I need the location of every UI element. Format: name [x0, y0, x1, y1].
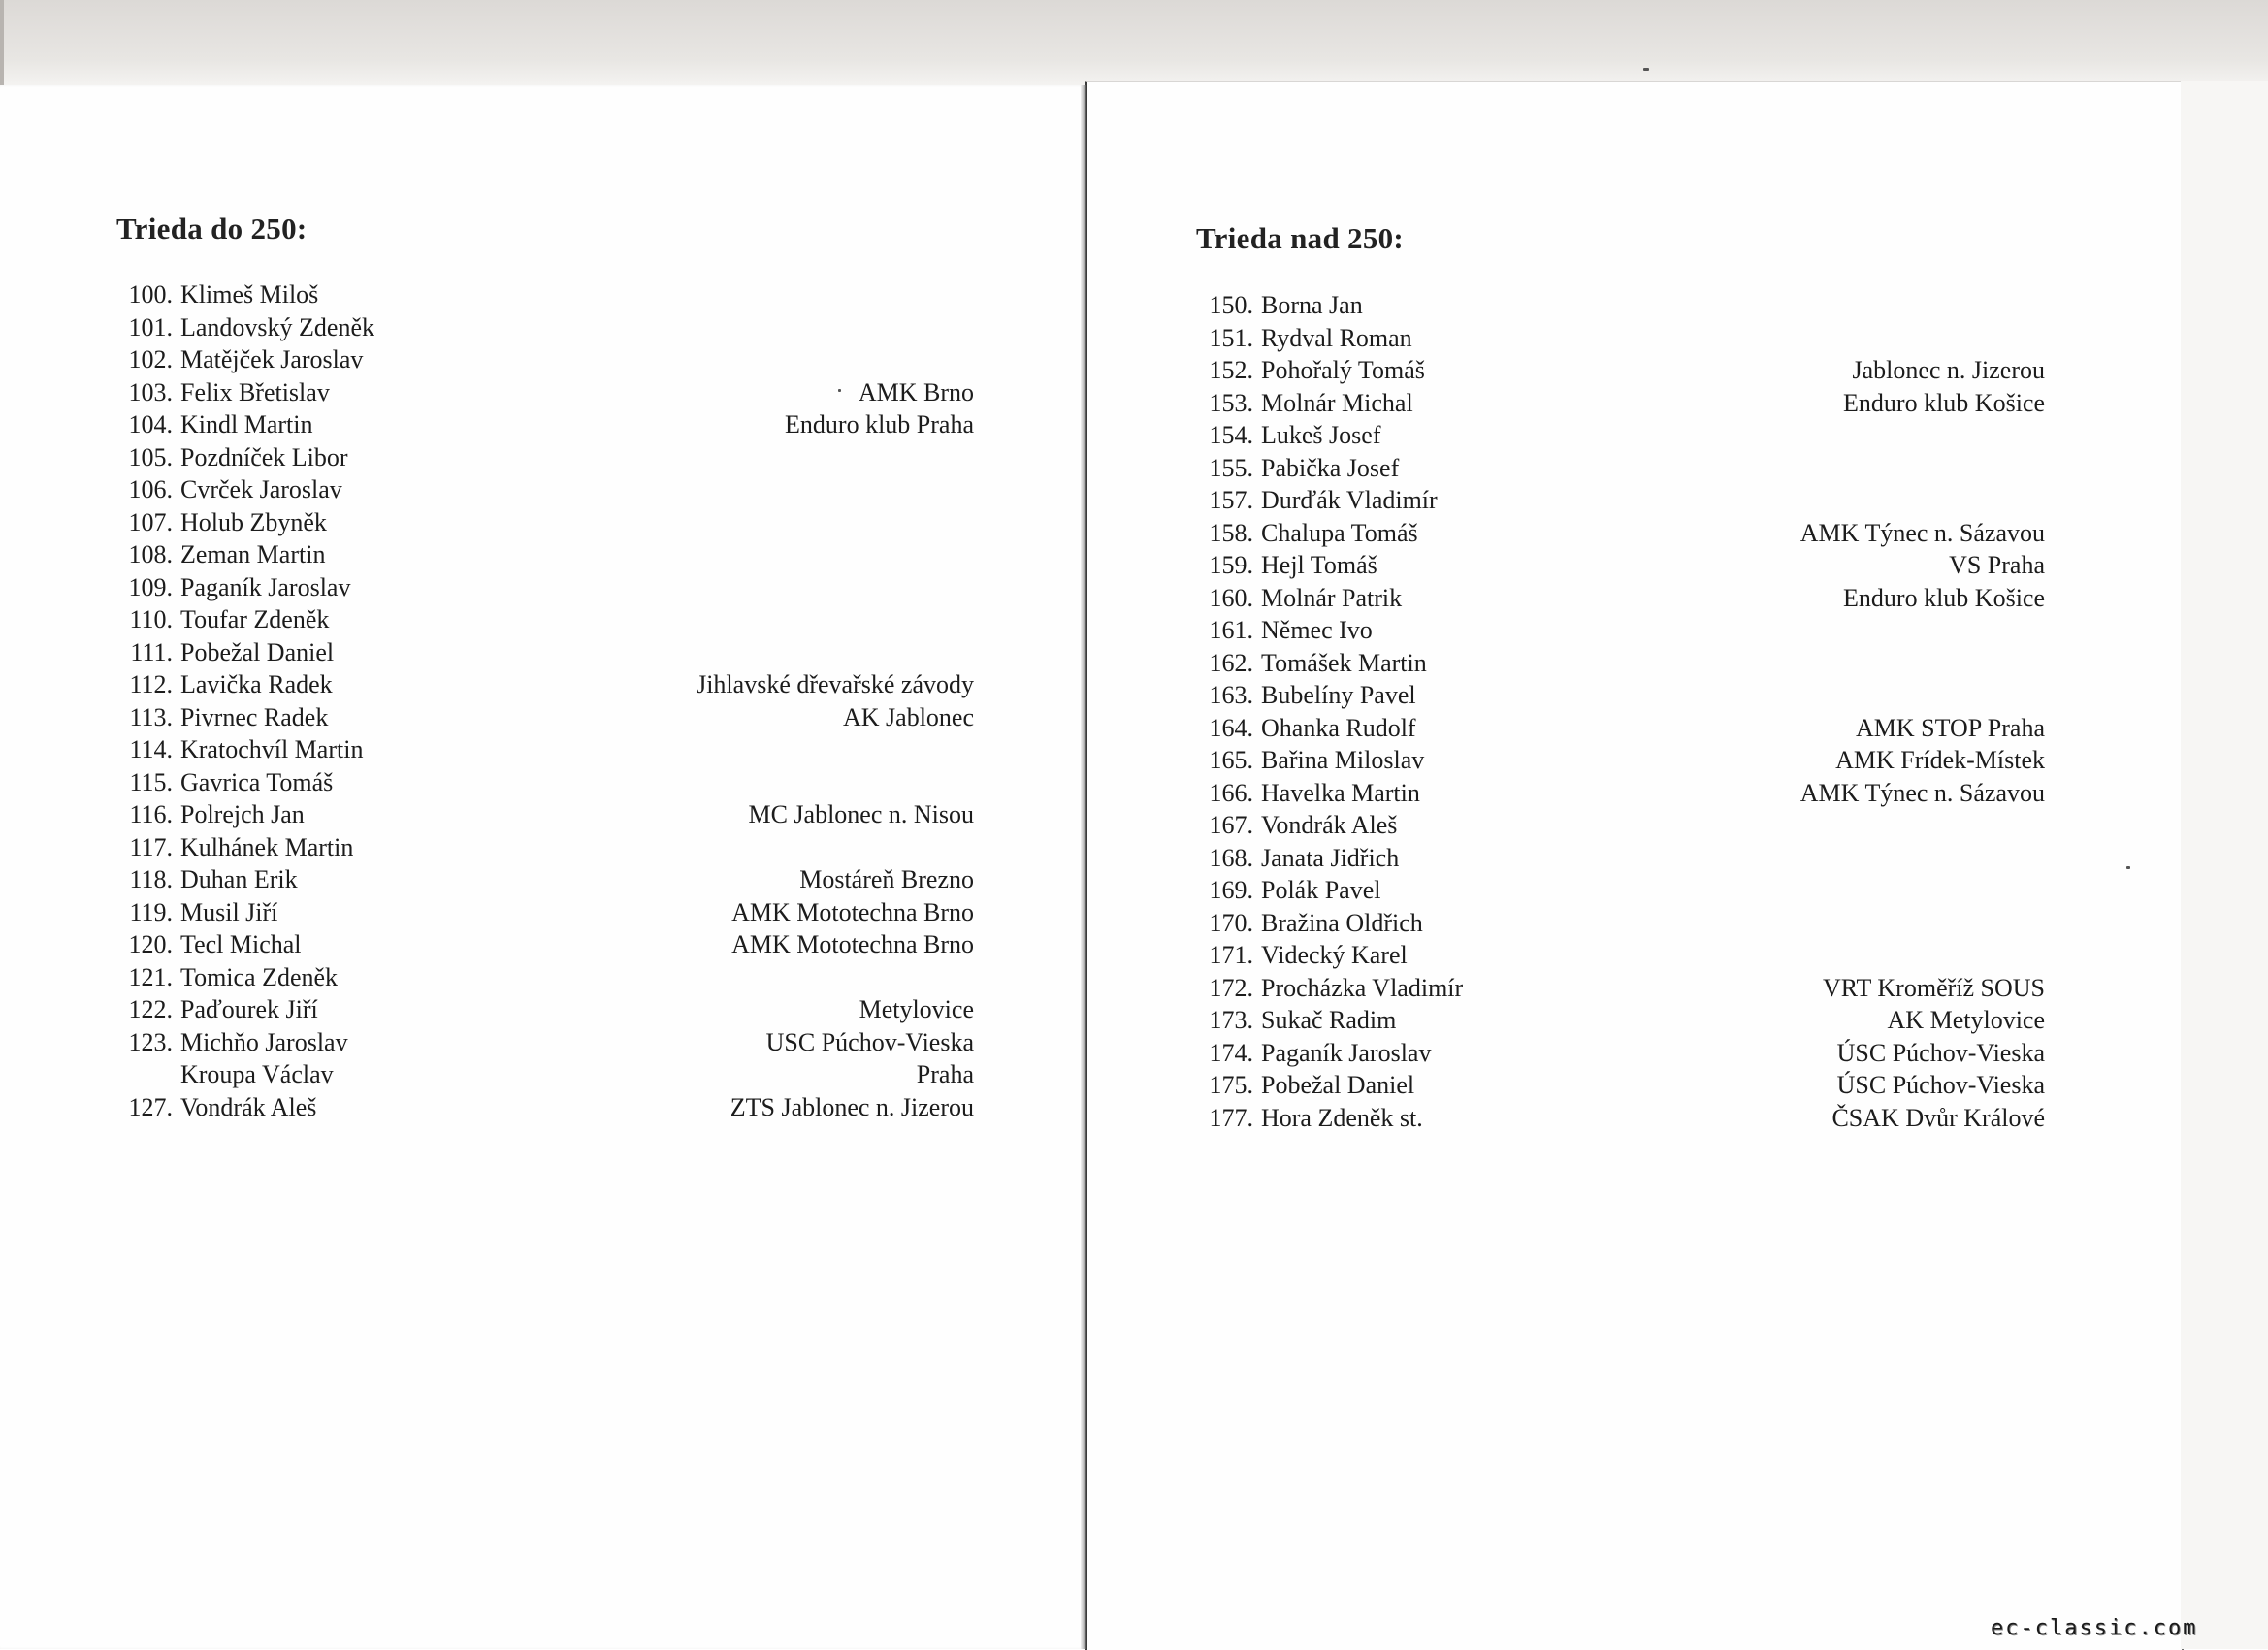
rider-name: Borna Jan	[1261, 291, 1363, 319]
rider-name: Musil Jiří	[180, 897, 278, 926]
entry-number: 107.	[128, 507, 173, 536]
rider-name: Procházka Vladimír	[1261, 973, 1464, 1002]
rider-name: Zeman Martin	[180, 540, 326, 568]
rider-name: Pozdníček Libor	[180, 442, 348, 471]
rider-name: Molnár Patrik	[1261, 583, 1403, 612]
entry-number: 163.	[1209, 681, 1253, 709]
rider-name: Pabička Josef	[1261, 453, 1400, 482]
rider-name: Kindl Martin	[180, 410, 313, 438]
entry-row	[1197, 939, 2045, 972]
entry-row	[1197, 452, 2045, 485]
club-name: Jablonec n. Jizerou	[1852, 356, 2045, 384]
entry-row	[1197, 419, 2045, 452]
entry-number: 175.	[1209, 1071, 1253, 1099]
entry-row	[1197, 842, 2045, 875]
entry-row	[116, 993, 974, 1026]
entry-number: 172.	[1209, 973, 1253, 1002]
entry-number: 111.	[130, 637, 173, 666]
entry-row	[1197, 972, 2045, 1005]
club-name: AMK Mototechna Brno	[731, 897, 974, 926]
page-fold	[1081, 85, 1086, 1649]
rider-name: Polrejch Jan	[180, 800, 305, 828]
club-name: MC Jablonec n. Nisou	[748, 800, 974, 828]
rider-name: Paďourek Jiří	[180, 995, 318, 1023]
entry-row	[1197, 517, 2045, 550]
right-entry-list	[1197, 289, 2045, 1134]
left-page-heading: Trieda do 250:	[116, 211, 308, 245]
club-name: ÚSC Púchov-Vieska	[1836, 1038, 2045, 1067]
scan-margin	[2181, 81, 2268, 1649]
rider-name: Michňo Jaroslav	[180, 1027, 348, 1056]
entry-number: 168.	[1209, 843, 1253, 872]
dust-speck	[1643, 68, 1649, 71]
entry-number: 104.	[128, 410, 173, 438]
entry-number: 170.	[1209, 908, 1253, 937]
rider-name: Lavička Radek	[180, 670, 333, 698]
entry-number: 110.	[129, 605, 173, 633]
entry-number: 174.	[1209, 1038, 1253, 1067]
entry-row	[116, 343, 974, 376]
entry-row	[1197, 712, 2045, 745]
entry-number: 173.	[1209, 1006, 1253, 1034]
entry-row	[116, 571, 974, 604]
entry-row	[1197, 907, 2045, 940]
rider-name: Tecl Michal	[180, 930, 302, 958]
club-name: VS Praha	[1949, 551, 2045, 579]
entry-row	[116, 798, 974, 831]
club-name: AMK Frídek-Místek	[1835, 746, 2045, 774]
club-name: Metylovice	[859, 995, 974, 1023]
rider-name: Durďák Vladimír	[1261, 486, 1438, 514]
entry-number: 112.	[129, 670, 173, 698]
rider-name: Kroupa Václav	[180, 1060, 334, 1088]
rider-name: Ohanka Rudolf	[1261, 713, 1416, 742]
entry-row	[116, 896, 974, 929]
entry-row	[116, 408, 974, 441]
rider-name: Sukač Radim	[1261, 1006, 1397, 1034]
entry-number: 101.	[128, 312, 173, 341]
entry-row	[116, 311, 974, 344]
rider-name: Hejl Tomáš	[1261, 551, 1377, 579]
entry-number: 117.	[129, 832, 173, 861]
rider-name: Kulhánek Martin	[180, 832, 354, 861]
rider-name: Pivrnec Radek	[180, 702, 329, 731]
club-name: AMK Týnec n. Sázavou	[1799, 518, 2045, 547]
entry-row	[116, 1026, 974, 1059]
entry-row	[116, 506, 974, 539]
club-name: Jihlavské dřevařské závody	[697, 670, 974, 698]
entry-row	[1197, 1102, 2045, 1135]
entry-row	[1197, 777, 2045, 810]
entry-row	[1197, 354, 2045, 387]
rider-name: Rydval Roman	[1261, 323, 1412, 352]
rider-name: Cvrček Jaroslav	[180, 475, 342, 503]
entry-row	[1197, 1037, 2045, 1070]
rider-name: Vondrák Aleš	[1261, 811, 1398, 839]
entry-number: 100.	[128, 280, 173, 308]
rider-name: Klimeš Miloš	[180, 280, 319, 308]
club-name: ZTS Jablonec n. Jizerou	[729, 1092, 974, 1121]
entry-row	[116, 1058, 974, 1091]
entry-row	[116, 376, 974, 409]
rider-name: Bubelíny Pavel	[1261, 681, 1416, 709]
entry-row	[1197, 387, 2045, 420]
entry-number: 118.	[129, 865, 173, 893]
entry-number: 106.	[128, 475, 173, 503]
entry-number: 157.	[1209, 486, 1253, 514]
entry-row	[116, 441, 974, 474]
club-name: ÚSC Púchov-Vieska	[1836, 1071, 2045, 1099]
club-name: Enduro klub Praha	[785, 410, 974, 438]
rider-name: Janata Jidřich	[1261, 843, 1400, 872]
club-name: AK Jablonec	[842, 702, 974, 731]
rider-name: Vondrák Aleš	[180, 1092, 317, 1121]
club-name: ČSAK Dvůr Králové	[1831, 1103, 2045, 1132]
entry-number: 102.	[128, 345, 173, 373]
entry-number: 161.	[1209, 616, 1253, 644]
entry-number: 167.	[1209, 811, 1253, 839]
entry-row	[116, 473, 974, 506]
entry-number: 158.	[1209, 518, 1253, 547]
entry-row	[116, 961, 974, 994]
entry-row	[1197, 874, 2045, 907]
entry-row	[116, 668, 974, 701]
club-name: AMK STOP Praha	[1855, 713, 2045, 742]
entry-number: 113.	[129, 702, 173, 731]
rider-name: Kratochvíl Martin	[180, 735, 364, 763]
rider-name: Pohořalý Tomáš	[1261, 356, 1425, 384]
club-name: AMK Týnec n. Sázavou	[1799, 778, 2045, 807]
entry-row	[1197, 744, 2045, 777]
entry-number: 121.	[128, 962, 173, 991]
entry-number: 150.	[1209, 291, 1253, 319]
entry-number: 155.	[1209, 453, 1253, 482]
rider-name: Bražina Oldřich	[1261, 908, 1423, 937]
entry-number: 114.	[129, 735, 173, 763]
dust-speck	[2126, 866, 2130, 869]
club-name: Enduro klub Košice	[1843, 388, 2045, 417]
entry-number: 177.	[1209, 1103, 1253, 1132]
entry-number: 105.	[128, 442, 173, 471]
club-name: Enduro klub Košice	[1843, 583, 2045, 612]
rider-name: Gavrica Tomáš	[180, 767, 334, 796]
entry-row	[116, 603, 974, 636]
entry-row	[116, 831, 974, 864]
scan-background	[0, 0, 2268, 85]
rider-name: Matějček Jaroslav	[180, 345, 364, 373]
entry-number: 159.	[1209, 551, 1253, 579]
entry-number: 120.	[128, 930, 173, 958]
entry-number: 152.	[1209, 356, 1253, 384]
entry-row	[1197, 484, 2045, 517]
club-name: USC Púchov-Vieska	[765, 1027, 974, 1056]
entry-number: 162.	[1209, 648, 1253, 677]
rider-name: Toufar Zdeněk	[180, 605, 330, 633]
rider-name: Landovský Zdeněk	[180, 312, 375, 341]
entry-row	[116, 278, 974, 311]
entry-number: 169.	[1209, 876, 1253, 904]
entry-number: 165.	[1209, 746, 1253, 774]
rider-name: Paganík Jaroslav	[1261, 1038, 1432, 1067]
entry-row	[1197, 322, 2045, 355]
club-name: VRT Kroměříž SOUS	[1822, 973, 2045, 1002]
entry-number: 153.	[1209, 388, 1253, 417]
entry-number: 116.	[129, 800, 173, 828]
entry-row	[116, 636, 974, 669]
entry-row	[1197, 1069, 2045, 1102]
rider-name: Holub Zbyněk	[180, 507, 327, 536]
entry-number: 103.	[128, 377, 173, 406]
entry-row	[116, 1091, 974, 1124]
right-page-heading: Trieda nad 250:	[1196, 221, 1405, 255]
entry-row	[116, 766, 974, 799]
entry-number: 160.	[1209, 583, 1253, 612]
club-name: AMK Mototechna Brno	[731, 930, 974, 958]
entry-number: 171.	[1209, 941, 1253, 969]
rider-name: Bařina Miloslav	[1261, 746, 1425, 774]
entry-number: 154.	[1209, 421, 1253, 449]
rider-name: Lukeš Josef	[1261, 421, 1381, 449]
entry-number: 151.	[1209, 323, 1253, 352]
rider-name: Hora Zdeněk st.	[1261, 1103, 1423, 1132]
entry-row	[116, 928, 974, 961]
rider-name: Chalupa Tomáš	[1261, 518, 1418, 547]
entry-row	[116, 733, 974, 766]
entry-number: 122.	[128, 995, 173, 1023]
rider-name: Felix Břetislav	[180, 377, 330, 406]
entry-number: 123.	[128, 1027, 173, 1056]
rider-name: Polák Pavel	[1261, 876, 1381, 904]
rider-name: Duhan Erik	[180, 865, 298, 893]
dust-speck	[838, 389, 841, 392]
entry-row	[1197, 679, 2045, 712]
club-name: AK Metylovice	[1887, 1006, 2045, 1034]
rider-name: Tomášek Martin	[1261, 648, 1427, 677]
entry-row	[1197, 289, 2045, 322]
rider-name: Havelka Martin	[1261, 778, 1420, 807]
rider-name: Němec Ivo	[1261, 616, 1373, 644]
entry-number: 115.	[129, 767, 173, 796]
entry-row	[1197, 549, 2045, 582]
rider-name: Pobežal Daniel	[1261, 1071, 1415, 1099]
club-name: Praha	[916, 1060, 974, 1088]
rider-name: Tomica Zdeněk	[180, 962, 339, 991]
entry-number: 164.	[1209, 713, 1253, 742]
entry-row	[116, 701, 974, 734]
rider-name: Paganík Jaroslav	[180, 572, 351, 601]
rider-name: Videcký Karel	[1261, 941, 1408, 969]
entry-number: 109.	[128, 572, 173, 601]
entry-row	[1197, 1004, 2045, 1037]
entry-row	[1197, 647, 2045, 680]
entry-row	[1197, 614, 2045, 647]
club-name: AMK Brno	[858, 377, 974, 406]
rider-name: Pobežal Daniel	[180, 637, 335, 666]
entry-number: 127.	[128, 1092, 173, 1121]
entry-row	[116, 863, 974, 896]
club-name: Mostáreň Brezno	[799, 865, 974, 893]
left-entry-list	[116, 278, 974, 1123]
watermark: ec-classic.com	[1991, 1616, 2198, 1640]
entry-row	[1197, 809, 2045, 842]
entry-row	[1197, 582, 2045, 615]
entry-number: 119.	[129, 897, 173, 926]
rider-name: Molnár Michal	[1261, 388, 1413, 417]
scan-edge	[0, 0, 4, 87]
entry-number: 166.	[1209, 778, 1253, 807]
entry-row	[116, 538, 974, 571]
entry-number: 108.	[128, 540, 173, 568]
